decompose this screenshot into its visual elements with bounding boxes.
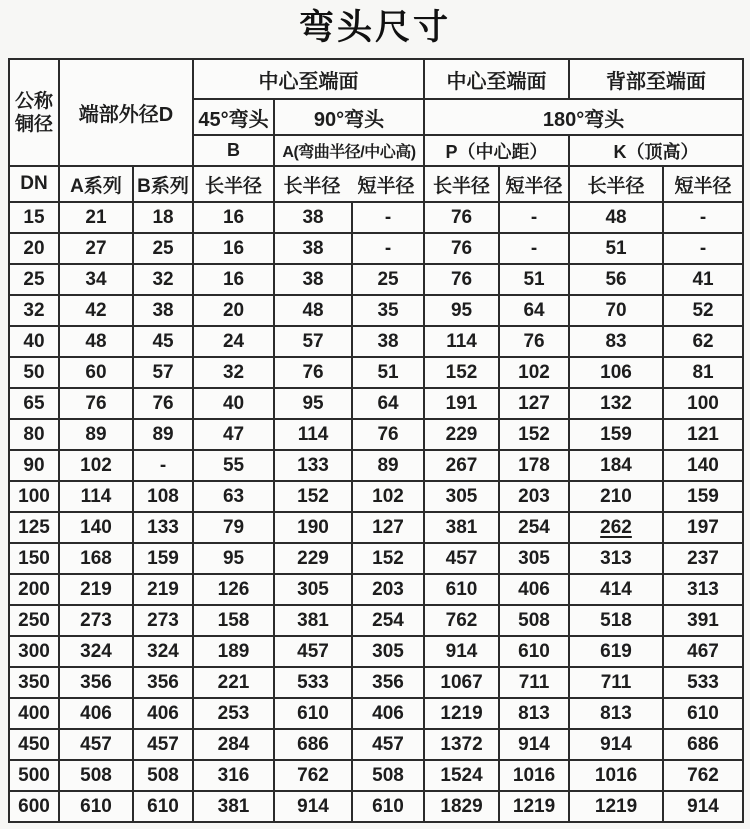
value-cell: 48: [59, 326, 133, 357]
header-col-p: P（中心距）: [424, 135, 569, 166]
page-title: 弯头尺寸: [298, 8, 451, 47]
value-cell: 45: [133, 326, 193, 357]
value-cell: 324: [59, 636, 133, 667]
value-cell: 24: [193, 326, 274, 357]
value-cell: 76: [133, 388, 193, 419]
value-cell: 152: [352, 543, 424, 574]
value-cell: 48: [274, 295, 352, 326]
value-cell: 38: [274, 264, 352, 295]
value-cell: 221: [193, 667, 274, 698]
table-row: [9, 233, 743, 264]
value-cell: 762: [424, 605, 499, 636]
value-cell: 114: [424, 326, 499, 357]
value-cell: 533: [663, 667, 743, 698]
header-45-long-radius: 长半径: [193, 166, 274, 202]
dn-cell: 300: [9, 636, 59, 667]
value-cell: 168: [59, 543, 133, 574]
dn-cell: 80: [9, 419, 59, 450]
value-cell: 267: [424, 450, 499, 481]
table-row: [9, 543, 743, 574]
value-cell: 914: [274, 791, 352, 822]
value-cell: 81: [663, 357, 743, 388]
value-cell: 121: [663, 419, 743, 450]
table-row: [9, 574, 743, 605]
value-cell: -: [499, 202, 569, 233]
value-cell: 70: [569, 295, 663, 326]
value-cell: 406: [352, 698, 424, 729]
value-cell: 414: [569, 574, 663, 605]
value-cell: -: [663, 233, 743, 264]
value-cell: 356: [59, 667, 133, 698]
dn-cell: 200: [9, 574, 59, 605]
table-row: [9, 791, 743, 822]
value-cell: 610: [499, 636, 569, 667]
value-cell: 508: [133, 760, 193, 791]
table-row: [9, 636, 743, 667]
table-row: [9, 729, 743, 760]
dn-cell: 450: [9, 729, 59, 760]
value-cell: 158: [193, 605, 274, 636]
value-cell: 57: [274, 326, 352, 357]
value-cell: 1016: [499, 760, 569, 791]
table-row: [9, 419, 743, 450]
value-cell: 1067: [424, 667, 499, 698]
value-cell: 152: [499, 419, 569, 450]
value-cell: -: [352, 233, 424, 264]
table-row: [9, 698, 743, 729]
value-cell: 813: [499, 698, 569, 729]
value-cell: 34: [59, 264, 133, 295]
header-p-short-radius: 短半径: [499, 166, 569, 202]
dn-cell: 15: [9, 202, 59, 233]
value-cell: 140: [663, 450, 743, 481]
table-row: [9, 326, 743, 357]
value-cell: 184: [569, 450, 663, 481]
header-90-short-radius: 短半径: [357, 175, 415, 197]
value-cell: 76: [424, 233, 499, 264]
value-cell: 686: [663, 729, 743, 760]
header-series-b: B系列: [133, 166, 193, 202]
value-cell: 324: [133, 636, 193, 667]
value-cell: 159: [133, 543, 193, 574]
header-series-a: A系列: [59, 166, 133, 202]
value-cell: 813: [569, 698, 663, 729]
value-cell: -: [499, 233, 569, 264]
header-90-radii: [274, 166, 424, 202]
header-row-1: [9, 59, 743, 99]
value-cell: 27: [59, 233, 133, 264]
table-row: [9, 388, 743, 419]
value-cell: 305: [352, 636, 424, 667]
header-p-long-radius: 长半径: [424, 166, 499, 202]
value-cell: 229: [274, 543, 352, 574]
value-cell: 914: [499, 729, 569, 760]
value-cell: 51: [569, 233, 663, 264]
value-cell: 56: [569, 264, 663, 295]
value-cell: 79: [193, 512, 274, 543]
value-cell: 102: [499, 357, 569, 388]
value-cell: 467: [663, 636, 743, 667]
value-cell: 457: [352, 729, 424, 760]
value-cell: 305: [424, 481, 499, 512]
dn-cell: 350: [9, 667, 59, 698]
value-cell: 89: [133, 419, 193, 450]
value-cell: 762: [274, 760, 352, 791]
header-90-long-radius: 长半径: [283, 175, 341, 197]
value-cell: 159: [663, 481, 743, 512]
elbow-dimensions-table: [8, 58, 744, 823]
value-cell: 391: [663, 605, 743, 636]
value-cell: 55: [193, 450, 274, 481]
value-cell: 127: [352, 512, 424, 543]
value-cell: 16: [193, 233, 274, 264]
header-k-short-radius: 短半径: [663, 166, 743, 202]
value-cell: 914: [663, 791, 743, 822]
value-cell: 20: [193, 295, 274, 326]
dn-cell: 20: [9, 233, 59, 264]
value-cell: 313: [569, 543, 663, 574]
value-cell: 38: [133, 295, 193, 326]
value-cell: 95: [274, 388, 352, 419]
value-cell: 76: [499, 326, 569, 357]
value-cell: 18: [133, 202, 193, 233]
value-cell: -: [663, 202, 743, 233]
value-cell: 711: [499, 667, 569, 698]
value-cell: 16: [193, 202, 274, 233]
header-end-outer-diameter: 端部外径D: [59, 59, 193, 166]
dn-cell: 500: [9, 760, 59, 791]
value-cell: 508: [499, 605, 569, 636]
value-cell: 178: [499, 450, 569, 481]
value-cell: 95: [193, 543, 274, 574]
header-k-long-radius: 长半径: [569, 166, 663, 202]
value-cell: 253: [193, 698, 274, 729]
value-cell: 508: [352, 760, 424, 791]
value-cell: 610: [274, 698, 352, 729]
value-cell: 262: [569, 512, 663, 543]
value-cell: 57: [133, 357, 193, 388]
dn-cell: 600: [9, 791, 59, 822]
header-center-to-face-180: 中心至端面: [424, 59, 569, 99]
dn-cell: 50: [9, 357, 59, 388]
value-cell: 47: [193, 419, 274, 450]
table-header: [9, 59, 743, 202]
value-cell: 914: [569, 729, 663, 760]
value-cell: 610: [663, 698, 743, 729]
value-cell: 1524: [424, 760, 499, 791]
dn-cell: 40: [9, 326, 59, 357]
value-cell: 284: [193, 729, 274, 760]
value-cell: 25: [352, 264, 424, 295]
value-cell: 191: [424, 388, 499, 419]
value-cell: 16: [193, 264, 274, 295]
table-row: [9, 481, 743, 512]
table-row: [9, 202, 743, 233]
header-col-b: B: [193, 135, 274, 166]
header-elbow-180: 180°弯头: [424, 99, 743, 135]
value-cell: 406: [133, 698, 193, 729]
value-cell: 102: [352, 481, 424, 512]
value-cell: 610: [424, 574, 499, 605]
value-cell: 76: [274, 357, 352, 388]
value-cell: 133: [133, 512, 193, 543]
value-cell: 305: [499, 543, 569, 574]
value-cell: 229: [424, 419, 499, 450]
value-cell: 48: [569, 202, 663, 233]
value-cell: 203: [352, 574, 424, 605]
value-cell: 711: [569, 667, 663, 698]
value-cell: 189: [193, 636, 274, 667]
value-cell: 76: [352, 419, 424, 450]
value-cell: 108: [133, 481, 193, 512]
dn-cell: 25: [9, 264, 59, 295]
header-dn: DN: [9, 166, 59, 202]
value-cell: 114: [274, 419, 352, 450]
value-cell: 76: [424, 202, 499, 233]
value-cell: 41: [663, 264, 743, 295]
table-row: [9, 760, 743, 791]
dn-cell: 400: [9, 698, 59, 729]
value-cell: 106: [569, 357, 663, 388]
value-cell: 114: [59, 481, 133, 512]
dn-cell: 100: [9, 481, 59, 512]
dn-cell: 65: [9, 388, 59, 419]
value-cell: 64: [499, 295, 569, 326]
value-cell: -: [352, 202, 424, 233]
value-cell: 219: [133, 574, 193, 605]
value-cell: 38: [274, 233, 352, 264]
value-cell: 273: [133, 605, 193, 636]
value-cell: 89: [352, 450, 424, 481]
value-cell: 63: [193, 481, 274, 512]
value-cell: 52: [663, 295, 743, 326]
value-cell: 60: [59, 357, 133, 388]
value-cell: 62: [663, 326, 743, 357]
table-row: [9, 605, 743, 636]
value-cell: 40: [193, 388, 274, 419]
value-cell: 406: [59, 698, 133, 729]
value-cell: 356: [133, 667, 193, 698]
dn-cell: 250: [9, 605, 59, 636]
value-cell: 100: [663, 388, 743, 419]
value-cell: 159: [569, 419, 663, 450]
value-cell: 197: [663, 512, 743, 543]
value-cell: 1219: [424, 698, 499, 729]
header-elbow-90: 90°弯头: [274, 99, 424, 135]
value-cell: 254: [352, 605, 424, 636]
value-cell: 406: [499, 574, 569, 605]
value-cell: 76: [424, 264, 499, 295]
value-cell: 457: [424, 543, 499, 574]
value-cell: 381: [274, 605, 352, 636]
value-cell: 508: [59, 760, 133, 791]
header-nominal-copper-diameter: 公称铜径: [9, 59, 59, 166]
value-cell: 210: [569, 481, 663, 512]
value-cell: 610: [59, 791, 133, 822]
table-row: [9, 512, 743, 543]
value-cell: 51: [352, 357, 424, 388]
value-cell: 518: [569, 605, 663, 636]
value-cell: 686: [274, 729, 352, 760]
value-cell: 38: [352, 326, 424, 357]
value-cell: 1219: [499, 791, 569, 822]
table-body: [9, 202, 743, 822]
value-cell: 76: [59, 388, 133, 419]
header-back-to-face: 背部至端面: [569, 59, 743, 99]
value-cell: 1016: [569, 760, 663, 791]
value-cell: 457: [133, 729, 193, 760]
value-cell: 273: [59, 605, 133, 636]
header-col-k: K（顶高）: [569, 135, 743, 166]
table-row: [9, 264, 743, 295]
value-cell: 64: [352, 388, 424, 419]
value-cell: 152: [424, 357, 499, 388]
value-cell: 313: [663, 574, 743, 605]
value-cell: 95: [424, 295, 499, 326]
value-cell: 126: [193, 574, 274, 605]
value-cell: 83: [569, 326, 663, 357]
dn-cell: 90: [9, 450, 59, 481]
dn-cell: 125: [9, 512, 59, 543]
table-row: [9, 357, 743, 388]
value-cell: 914: [424, 636, 499, 667]
value-cell: 237: [663, 543, 743, 574]
value-cell: 457: [274, 636, 352, 667]
value-cell: 38: [274, 202, 352, 233]
value-cell: 381: [193, 791, 274, 822]
value-cell: 254: [499, 512, 569, 543]
value-cell: 25: [133, 233, 193, 264]
table-row: [9, 295, 743, 326]
header-col-a: A(弯曲半径/中心高): [274, 135, 424, 166]
dn-cell: 32: [9, 295, 59, 326]
value-cell: 1829: [424, 791, 499, 822]
value-cell: 190: [274, 512, 352, 543]
value-cell: 219: [59, 574, 133, 605]
value-cell: 316: [193, 760, 274, 791]
value-cell: 32: [133, 264, 193, 295]
value-cell: -: [133, 450, 193, 481]
value-cell: 102: [59, 450, 133, 481]
value-cell: 1372: [424, 729, 499, 760]
value-cell: 610: [133, 791, 193, 822]
table-row: [9, 667, 743, 698]
value-cell: 133: [274, 450, 352, 481]
dn-cell: 150: [9, 543, 59, 574]
value-cell: 305: [274, 574, 352, 605]
value-cell: 127: [499, 388, 569, 419]
value-cell: 89: [59, 419, 133, 450]
value-cell: 21: [59, 202, 133, 233]
value-cell: 1219: [569, 791, 663, 822]
value-cell: 51: [499, 264, 569, 295]
value-cell: 619: [569, 636, 663, 667]
table-row: [9, 450, 743, 481]
value-cell: 203: [499, 481, 569, 512]
value-cell: 457: [59, 729, 133, 760]
value-cell: 356: [352, 667, 424, 698]
value-cell: 610: [352, 791, 424, 822]
value-cell: 533: [274, 667, 352, 698]
value-cell: 152: [274, 481, 352, 512]
value-cell: 132: [569, 388, 663, 419]
value-cell: 32: [193, 357, 274, 388]
header-row-4: [9, 166, 743, 202]
value-cell: 42: [59, 295, 133, 326]
value-cell: 35: [352, 295, 424, 326]
header-elbow-45: 45°弯头: [193, 99, 274, 135]
value-cell: 381: [424, 512, 499, 543]
header-center-to-face-45-90: 中心至端面: [193, 59, 424, 99]
value-cell: 762: [663, 760, 743, 791]
value-cell: 140: [59, 512, 133, 543]
